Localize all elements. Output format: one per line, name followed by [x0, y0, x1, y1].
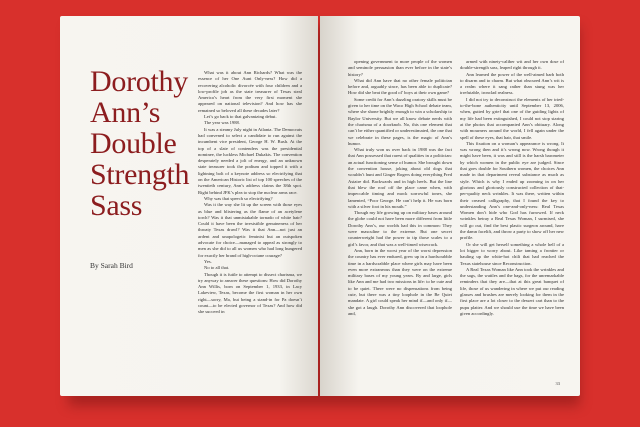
- paragraph: Yes.: [204, 258, 212, 264]
- paragraph: Though it is futile to attempt to dissect charisma, we try anyway to answer these questions: How did Dorothy Ann Willis, born on September 1, 1933, in Lacy Lakeview, Texas, become the first woman in her own right—sorry, Ma, but being a stand-in for Pa doesn’t count—to be elected governor of Texas? And how did she succeed in: [198, 271, 302, 315]
- paragraph: What truly won us over back in 1988 was the fact that Ann possessed that rarest of qualities in a politician: an actual functioning sense of humor. She brought down the convention house, joking about old dogs that wouldn’t hunt and Ginger Rogers doing everything Fred Astaire did. Backwards and in high heels. But the line that blew the roof off the place came when, with impeccable timing and mock sorrowful tones, she lamented, “Poor George. He can’t help it. He was born with a silver foot in his mouth.”: [348, 147, 452, 209]
- paragraph: Some credit for Ann’s dazzling oratory skills must be given to her time on the Waco High School debate team, where she shone brightly enough to win a scholarship to Baylor University. But we all know debate nerds with the charisma of a doorknob. No, this one element that can’t be either quantified or underestimated, the one that we celebrate in these pages, is the magic of Ann’s humor.: [348, 96, 452, 146]
- article-title: Dorothy Ann’s Double Strength Sass: [90, 65, 190, 222]
- paragraph: opening government to more people of the women and seminole persuasion than ever before in the state’s history?: [348, 59, 452, 77]
- paragraph: What was it about Ann Richards? What was the essence of her One Aunt Only-ness? How did a recovering alcoholic divorcée with four children and a low-profile job as the state treasurer of Texas steal America’s heart from the very first moment she appeared on national television? And how has she remained so beloved all these decades later?: [198, 70, 302, 113]
- paragraph: No to all that.: [204, 265, 230, 271]
- right-page-column-2: [460, 59, 564, 381]
- right-page-column-1: [348, 59, 452, 381]
- paragraph: armed with ninety-caliber wit and her own dose of double-strength sass, leaped right through it.: [460, 59, 564, 71]
- paragraph: Why was that speech so electrifying?: [204, 195, 273, 201]
- right-page: [320, 16, 580, 396]
- paragraph: What did Ann have that no other female politician before and, arguably since, has been able to duplicate? How did she beat the good ol’ boys at their own game?: [348, 77, 452, 96]
- paragraph: Though my life growing up on military bases around the globe could not have been more different from little Dorothy Ann’s, our worlds had this in common: They were masculine to the extreme. But one secret counterweight had the power to tip those scales to a girl’s favor, and that was a well-timed wisecrack.: [348, 210, 452, 247]
- paragraph: Or she will get herself something a whole hell of a lot bigger to worry about. Like taming a frontier or hauling up the white-hot chili that had reached the Texas statehouse since Reconstruction.: [460, 241, 564, 266]
- left-page-column: [198, 70, 302, 384]
- paragraph: It was a steamy July night in Atlanta. The Democrats had convened to select a candidate to run against the incumbent vice president, George H. W. Bush. At the top of a slate of contenders was the presidential nominee, the luckless Michael Dukakis. The convention desperately needed a jolt of energy, and an unknown state treasurer took the podium and topped it with a lightning bolt of a keynote address so electrifying that on the American Historic list of top 100 speeches of the twentieth century, Ann’s address claims the 38th spot. Right behind JFK’s plea to stop the nuclear arms race.: [198, 126, 302, 195]
- paragraph: Ann, born in the worst year of the worst depression the country has ever endured, grew up in a hardscrabble time in a hardscrabble place where girls may have been even more extraneous than they were on the extreme military bases of my young years. By and large, girls like Ann and me had two missions in life: to be cute and to be quiet. There were no dispensations from being cute, but there was a tiny loophole in the Be Quiet mandate. A girl could speak her mind if—and only if—she got a laugh. Dorothy Ann discovered that loophole and,: [348, 247, 452, 316]
- paragraph: I did not try to deconstruct the elements of her tried-to-the-bone authenticity until September 13, 2006, when, gutted by grief that one of the guiding lights of my life had been extinguished, I could not stop staring at the photos that accompanied Ann’s obituary. Along with mourners around the world, I fell again under the spell of these eyes, that hair, that smile.: [460, 96, 564, 140]
- magazine-spread: [60, 16, 580, 402]
- paragraph: Was it the way she lit up the screen with those eyes as blue and blistering as the flame of an acetylene torch? Was it that unmistakable tornado of white hair? Could it have been the irresistible genuineness of her throaty Texas drawl? Was it that Ann—not just an ardent and unapologetic feminist but an outspoken advocate for choice—managed to appeal as strongly to men as she did to all us women who had long hungered for exactly her brand of high-octane courage?: [198, 202, 302, 258]
- article-byline: By Sarah Bird: [90, 261, 133, 270]
- page-number: 33: [555, 381, 560, 386]
- paragraph: This fixation on a woman’s appearance is wrong. It was wrong then and it’s wrong now. Wrong though it might have been, it was and still is the harsh barometer by which women in the public eye are judged. Since that goes double for Southern women, the choices Ann made in that department reveal substance as much as style. Which is why I ended up zooming in on her glorious and gloriously constructed collection of that-per-quality neck wrinkles. It was there, written within their creased calligraphy, that I found the key to understanding Ann’s one-and-only-ness: Real Texas Women don’t hide who God has furrowed. If neck wrinkles betray a Real Texas Woman, I surmised, she will go out, find the best plastic surgeon around, have the damn facelift, and throw a party to show off her new profile.: [460, 140, 564, 241]
- paragraph: Ann learned the power of the well-aimed barb both to disarm and to charm. But what obscured Ann’s wit is a realm where it sang rather than stung was her irrefutable, ironclad realness.: [460, 71, 564, 96]
- paragraph: The year was 1988.: [204, 120, 240, 126]
- left-page: [60, 16, 318, 396]
- paragraph: Let’s go back to that galvanizing debut.: [204, 114, 277, 120]
- paragraph: A Real Texas Woman like Ann took the wrinkles and the sags, the wattles and the bags, for the unremarkable reminders that they are—that at this great banquet of life, those of us wandering in where we put our reading glasses and brushes are merely looking for them in the first place are a lot closer to the dessert cart than to the pupu platter. And we should use the time we have been given accordingly.: [460, 266, 564, 316]
